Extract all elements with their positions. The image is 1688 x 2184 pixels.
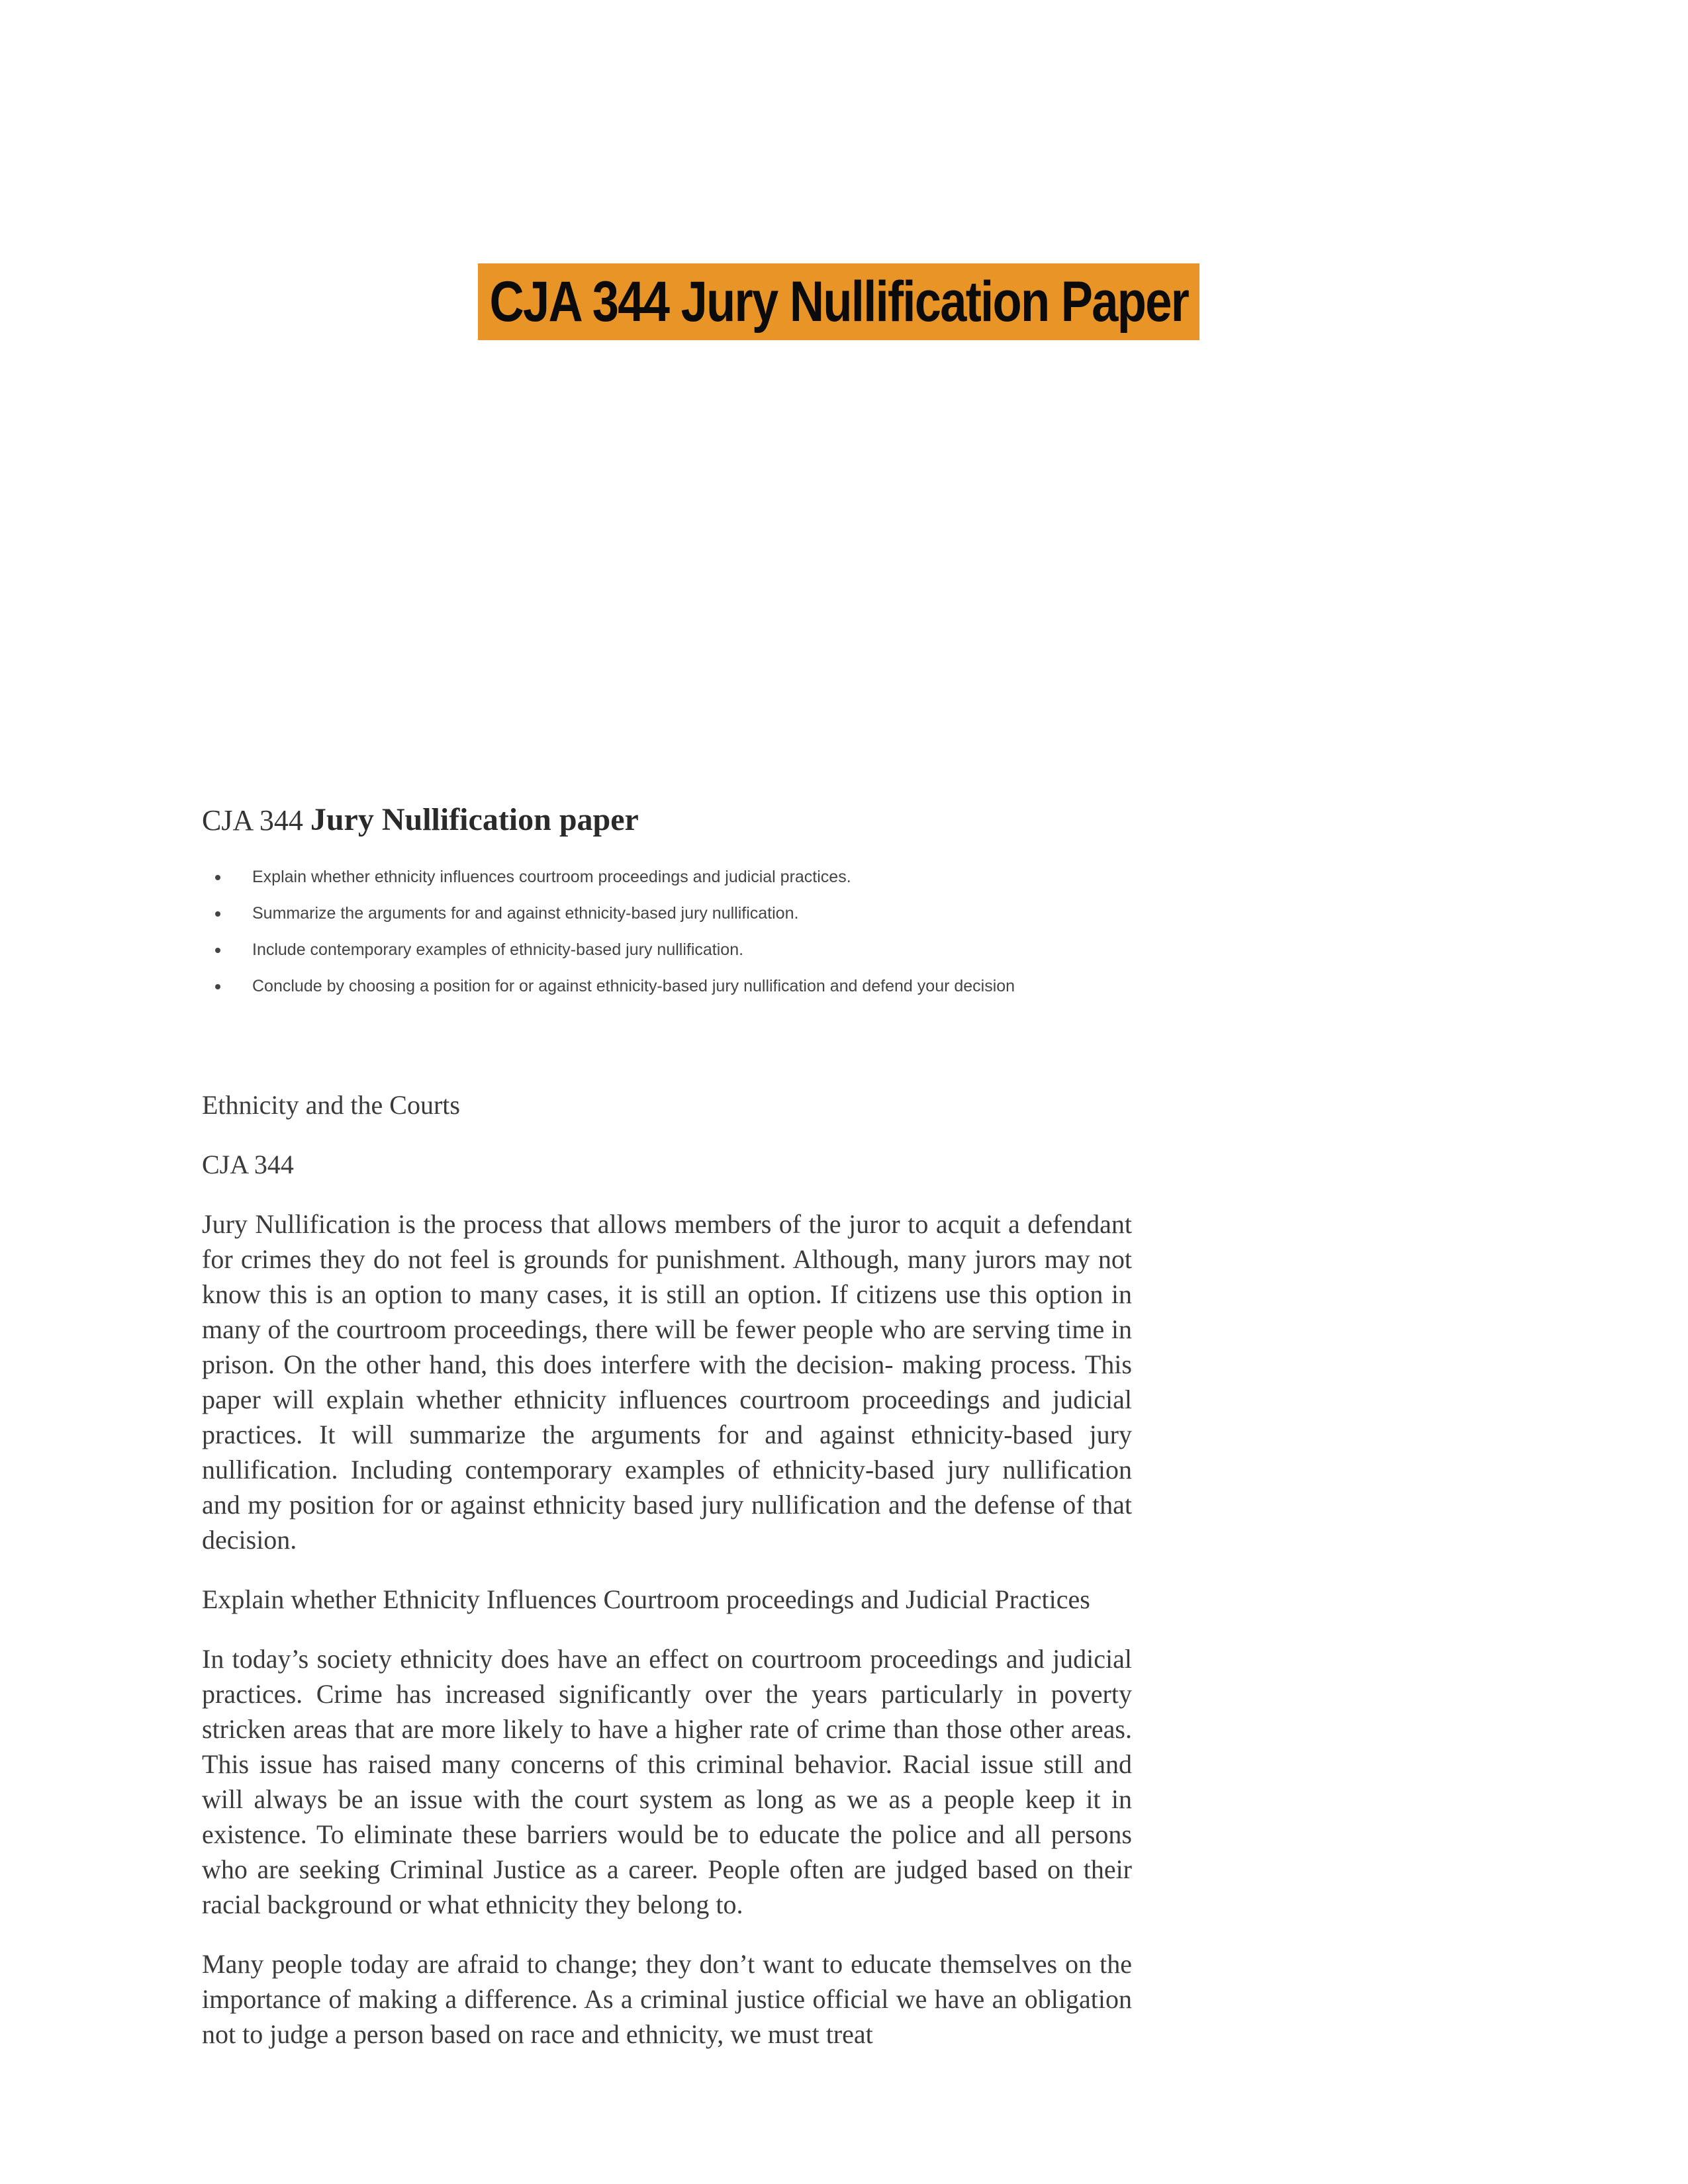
document-body <box>202 801 1132 2076</box>
banner-title: CJA 344 Jury Nullification Paper <box>489 270 1188 334</box>
bullet-item: Explain whether ethnicity influences courtroom proceedings and judicial practices. <box>202 859 1132 895</box>
bullet-item: Include contemporary examples of ethnicity-based jury nullification. <box>202 932 1132 968</box>
bullet-item: Conclude by choosing a position for or against ethnicity-based jury nullification and defend your decision <box>202 968 1132 1005</box>
essay-paragraph: In today’s society ethnicity does have an effect on courtroom proceedings and judicial practices. Crime has increased significantly over the years particularly in poverty stricken areas that are more likely to have a higher rate of crime than those other areas. This issue has raised many concerns of this criminal behavior. Racial issue still and will always be an issue with the court system as long as we as a people keep it in existence. To eliminate these barriers would be to educate the police and all persons who are seeking Criminal Justice as a career. People often are judged based on their racial background or what ethnicity they belong to. <box>202 1643 1132 1919</box>
heading-title: Jury Nullification paper <box>310 802 639 837</box>
essay-paragraph: Many people today are afraid to change; they don’t want to educate themselves on the importance of making a difference. As a criminal justice official we have an obligation not to judge a person based on race and ethnicity, we must treat <box>202 1948 1132 2049</box>
assignment-bullet-list <box>202 859 1132 1005</box>
essay-title: Ethnicity and the Courts <box>202 1089 460 1120</box>
essay-course: CJA 344 <box>202 1149 294 1179</box>
title-banner <box>478 263 1199 340</box>
heading-course: CJA 344 <box>202 804 303 837</box>
essay <box>202 1087 1132 2052</box>
assignment-heading <box>202 801 1132 839</box>
essay-section-heading: Explain whether Ethnicity Influences Courtroom proceedings and Judicial Practices <box>202 1584 1090 1614</box>
essay-intro-paragraph: Jury Nullification is the process that allows members of the juror to acquit a defendant for crimes they do not feel is grounds for punishment. Although, many jurors may not know this is an option to many cases, it is still an option. If citizens use this option in many of the courtroom proceedings, there will be fewer people who are serving time in prison. On the other hand, this does interfere with the decision- making process. This paper will explain whether ethnicity influences courtroom proceedings and judicial practices. It will summarize the arguments for and against ethnicity-based jury nullification. Including contemporary examples of ethnicity-based jury nullification and my position for or against ethnicity based jury nullification and the defense of that decision. <box>202 1208 1132 1555</box>
bullet-item: Summarize the arguments for and against ethnicity-based jury nullification. <box>202 895 1132 932</box>
